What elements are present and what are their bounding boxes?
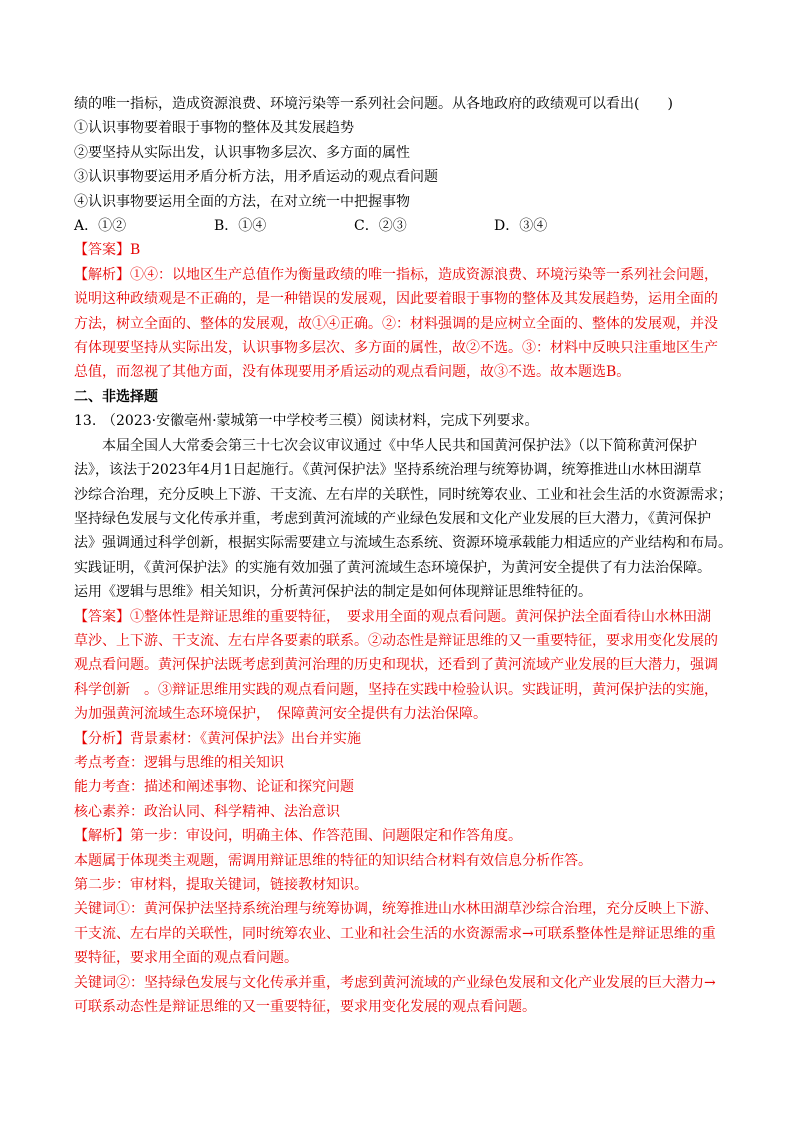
document-content xyxy=(74,92,736,1019)
q13-source: （2023·安徽亳州·蒙城第一中学校考三模）阅读材料，完成下列要求。 xyxy=(102,413,539,430)
section-title: 二、非选择题 xyxy=(74,388,158,405)
q12-statement-1: ①认识事物要着眼于事物的整体及其发展趋势 xyxy=(74,120,354,137)
q13-analysis-line-8: 关键词①：黄河保护法坚持系统治理与统筹协调，统筹推进山水林田湖草沙综合治理，充分反映上下游、 xyxy=(74,901,718,918)
q13-analysis-line-1: 【分析】背景素材：《黄河保护法》出台并实施 xyxy=(74,730,361,747)
q12-options xyxy=(74,214,736,238)
q12-option-c: C．②③ xyxy=(354,218,407,235)
q13-material-line-1: 本届全国人大常委会第三十七次会议审议通过《中华人民共和国黄河保护法》（以下简称黄河保护 xyxy=(102,437,697,454)
q13-answer-line-5: 为加强黄河流域生态环境保护， 保障黄河安全提供有力法治保障。 xyxy=(74,706,487,723)
q13-material-line-4: 坚持绿色发展与文化传承并重，考虑到黄河流域的产业绿色发展和文化产业发展的巨大潜力，《黄河保护 xyxy=(74,510,711,527)
q13-number: 13. xyxy=(74,413,97,430)
q13-answer-line-4: 科学创新 。③辩证思维用实践的观点看问题，坚持在实践中检验认识。实践证明，黄河保护法的实施， xyxy=(74,681,718,698)
q13-answer-line-3: 观点看问题。黄河保护法既考虑到黄河治理的历史和现状，还看到了黄河流域产业发展的巨大潜力，强调 xyxy=(74,657,718,674)
q13-analysis-line-6: 本题属于体现类主观题，需调用辩证思维的特征的知识结合材料有效信息分析作答。 xyxy=(74,852,592,869)
q12-statement-2: ②要坚持从实际出发，认识事物多层次、多方面的属性 xyxy=(74,144,410,161)
q13-analysis-line-10: 要特征，要求用全面的观点看问题。 xyxy=(74,950,298,967)
q13-question: 运用《逻辑与思维》相关知识，分析黄河保护法的制定是如何体现辩证思维特征的。 xyxy=(74,584,592,601)
q13-material-line-5: 法》强调通过科学创新，根据实际需要建立与流域生态系统、资源环境承载能力相适应的产业结构和布局。 xyxy=(74,535,732,552)
q13-analysis-line-11: 关键词②：坚持绿色发展与文化传承并重，考虑到黄河流域的产业绿色发展和文化产业发展的巨大潜力→ xyxy=(74,974,716,991)
q13-analysis-line-5: 【解析】第一步：审设问，明确主体、作答范围、问题限定和作答角度。 xyxy=(74,828,522,845)
q12-option-d: D．③④ xyxy=(494,218,548,235)
q12-analysis-line-4: 有体现要坚持从实际出发，认识事物多层次、多方面的属性，故②不选。③：材料中反映只注重地区生产 xyxy=(74,340,718,357)
q12-stem: 绩的唯一指标，造成资源浪费、环境污染等一系列社会问题。从各地政府的政绩观可以看出( ) xyxy=(74,96,673,112)
q12-analysis-line-3: 方法，树立全面的、整体的发展观，故①④正确。②：材料强调的是应树立全面的、整体的发展观，并没 xyxy=(74,315,718,332)
q12-analysis-line-5: 总值，而忽视了其他方面，没有体现要用矛盾运动的观点看问题，故③不选。故本题选B。 xyxy=(74,364,631,381)
q12-statement-3: ③认识事物要运用矛盾分析方法，用矛盾运动的观点看问题 xyxy=(74,169,438,186)
q12-statement-4: ④认识事物要运用全面的方法，在对立统一中把握事物 xyxy=(74,193,410,210)
q13-material-line-6: 实践证明，《黄河保护法》的实施有效加强了黄河流域生态环境保护，为黄河安全提供了有力法治保障。 xyxy=(74,559,711,576)
q13-header xyxy=(74,409,736,433)
q13-material-line-3: 沙综合治理，充分反映上下游、干支流、左右岸的关联性，同时统筹农业、工业和社会生活的水资源需求； xyxy=(74,486,732,503)
q13-material-line-2: 法》，该法于2023年4月1日起施行。《黄河保护法》坚持系统治理与统筹协调，统筹推进山水林田湖草 xyxy=(74,462,702,479)
q12-answer: 【答案】B xyxy=(74,242,141,259)
q13-answer-line-2: 草沙、上下游、干支流、左右岸各要素的联系。②动态性是辩证思维的又一重要特征，要求用变化发展的 xyxy=(74,632,718,649)
q13-answer-line-1: 【答案】①整体性是辩证思维的重要特征， 要求用全面的观点看问题。黄河保护法全面看待山水林田湖 xyxy=(74,608,711,625)
q13-analysis-line-2: 考点考查：逻辑与思维的相关知识 xyxy=(74,754,284,771)
q13-analysis-line-7: 第二步：审材料，提取关键词，链接教材知识。 xyxy=(74,877,368,893)
q12-analysis-line-2: 说明这种政绩观是不正确的，是一种错误的发展观，因此要着眼于事物的整体及其发展趋势，运用全面的 xyxy=(74,291,718,308)
q13-analysis-line-12: 可联系动态性是辩证思维的又一重要特征，要求用变化发展的观点看问题。 xyxy=(74,999,536,1016)
q13-analysis-line-9: 干支流、左右岸的关联性，同时统筹农业、工业和社会生活的水资源需求→可联系整体性是辩证思维的重 xyxy=(74,925,716,942)
q12-option-b: B．①④ xyxy=(214,218,267,235)
q12-option-a: A．①② xyxy=(74,218,127,235)
q13-analysis-line-4: 核心素养：政治认同、科学精神、法治意识 xyxy=(74,803,340,820)
q13-analysis-line-3: 能力考查：描述和阐述事物、论证和探究问题 xyxy=(74,779,354,796)
q12-analysis-line-1: 【解析】①④：以地区生产总值作为衡量政绩的唯一指标，造成资源浪费、环境污染等一系列社会问题， xyxy=(74,266,718,283)
